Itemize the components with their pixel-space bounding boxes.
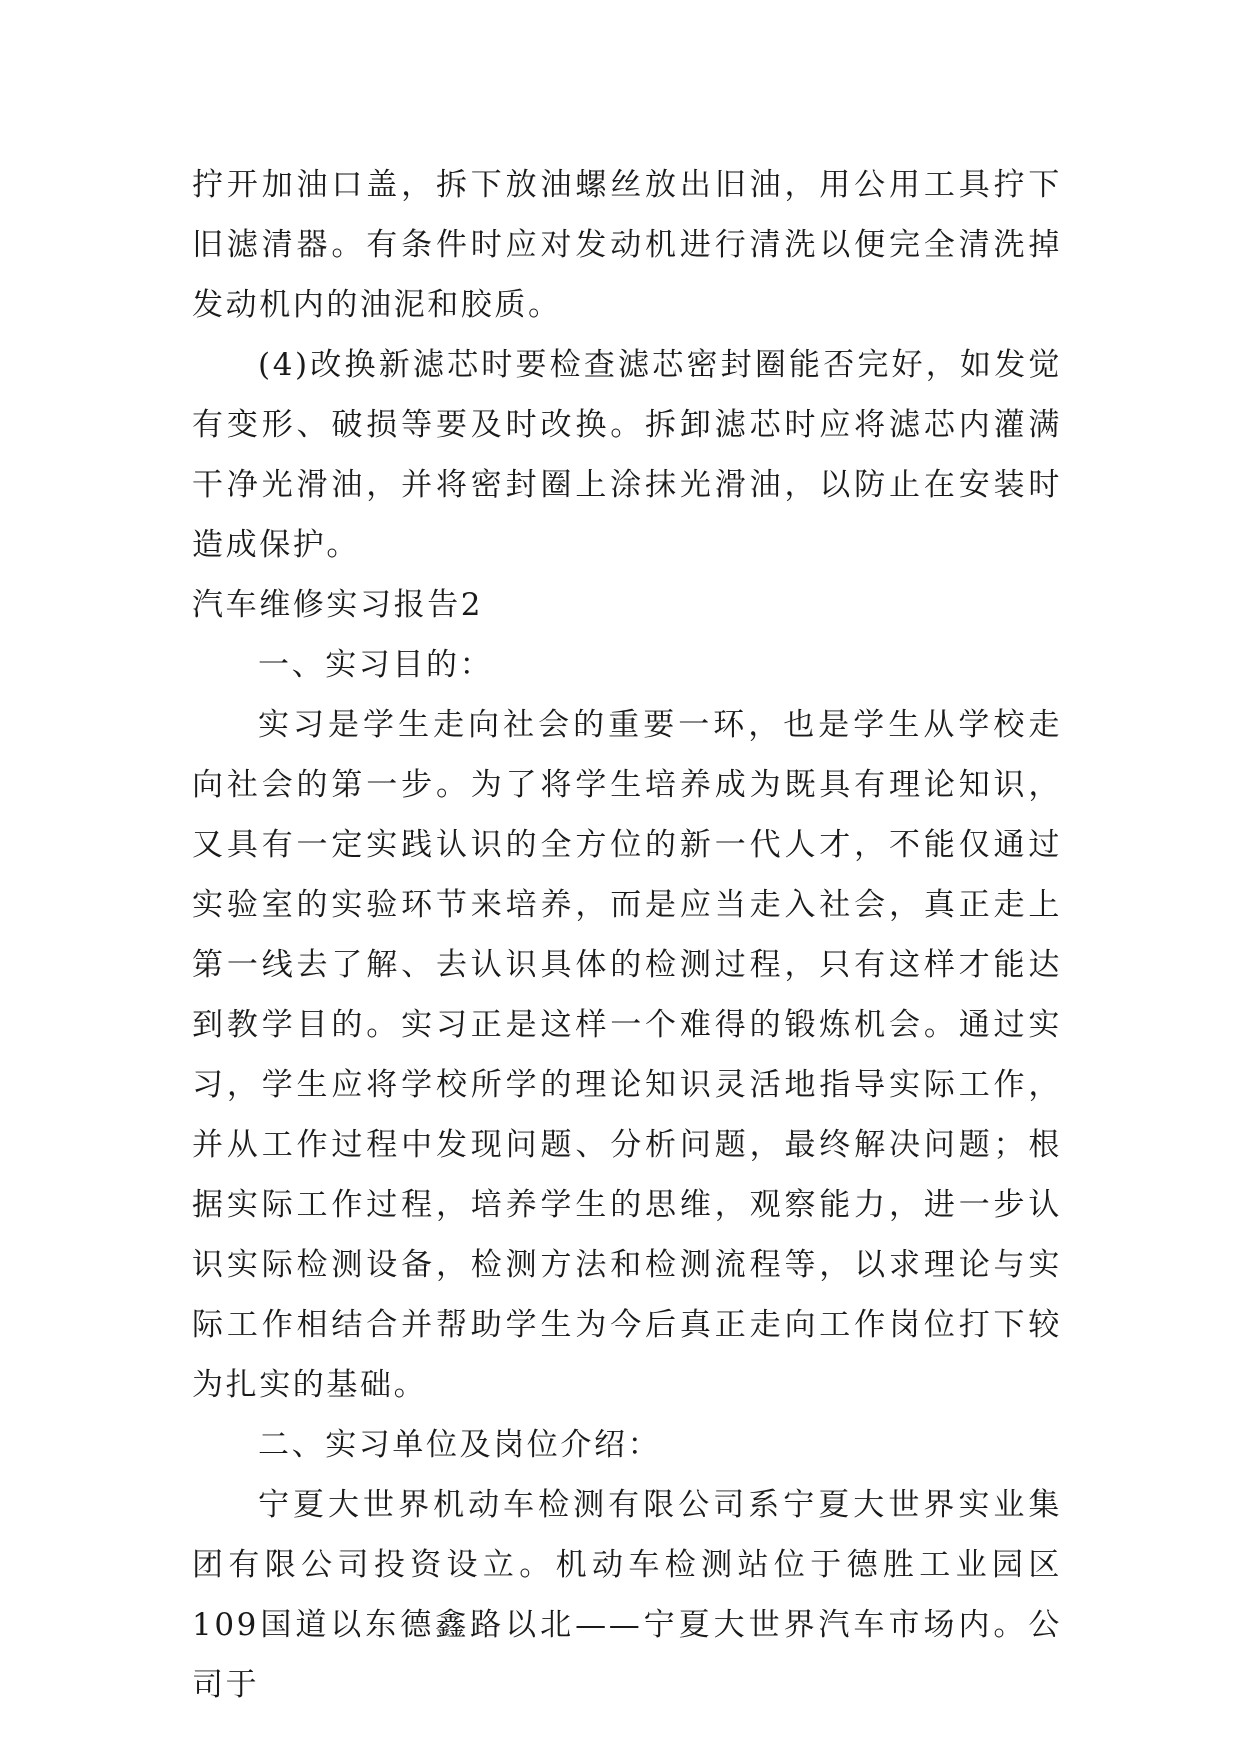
- section-heading-purpose: 一、实习目的：: [258, 647, 494, 683]
- section-heading-unit: 二、实习单位及岗位介绍：: [258, 1427, 662, 1463]
- report-title: 汽车维修实习报告2: [192, 587, 484, 623]
- document-body: [192, 155, 1062, 1715]
- paragraph-unit-intro: 宁夏大世界机动车检测有限公司系宁夏大世界实业集团有限公司投资设立。机动车检测站位于德胜工业园区109国道以东德鑫路以北——宁夏大世界汽车市场内。公司于: [192, 1487, 1062, 1703]
- paragraph-filter-replacement: (4)改换新滤芯时要检查滤芯密封圈能否完好，如发觉有变形、破损等要及时改换。拆卸滤芯时应将滤芯内灌满干净光滑油，并将密封圈上涂抹光滑油，以防止在安装时造成保护。: [192, 347, 1062, 563]
- paragraph-purpose: 实习是学生走向社会的重要一环，也是学生从学校走向社会的第一步。为了将学生培养成为既具有理论知识，又具有一定实践认识的全方位的新一代人才，不能仅通过实验室的实验环节来培养，而是应当走入社会，真正走上第一线去了解、去认识具体的检测过程，只有这样才能达到教学目的。实习正是这样一个难得的锻炼机会。通过实习，学生应将学校所学的理论知识灵活地指导实际工作，并从工作过程中发现问题、分析问题，最终解决问题；根据实际工作过程，培养学生的思维，观察能力，进一步认识实际检测设备，检测方法和检测流程等，以求理论与实际工作相结合并帮助学生为今后真正走向工作岗位打下较为扎实的基础。: [192, 707, 1062, 1403]
- paragraph-oil-change: 拧开加油口盖，拆下放油螺丝放出旧油，用公用工具拧下旧滤清器。有条件时应对发动机进行清洗以便完全清洗掉发动机内的油泥和胶质。: [192, 167, 1062, 323]
